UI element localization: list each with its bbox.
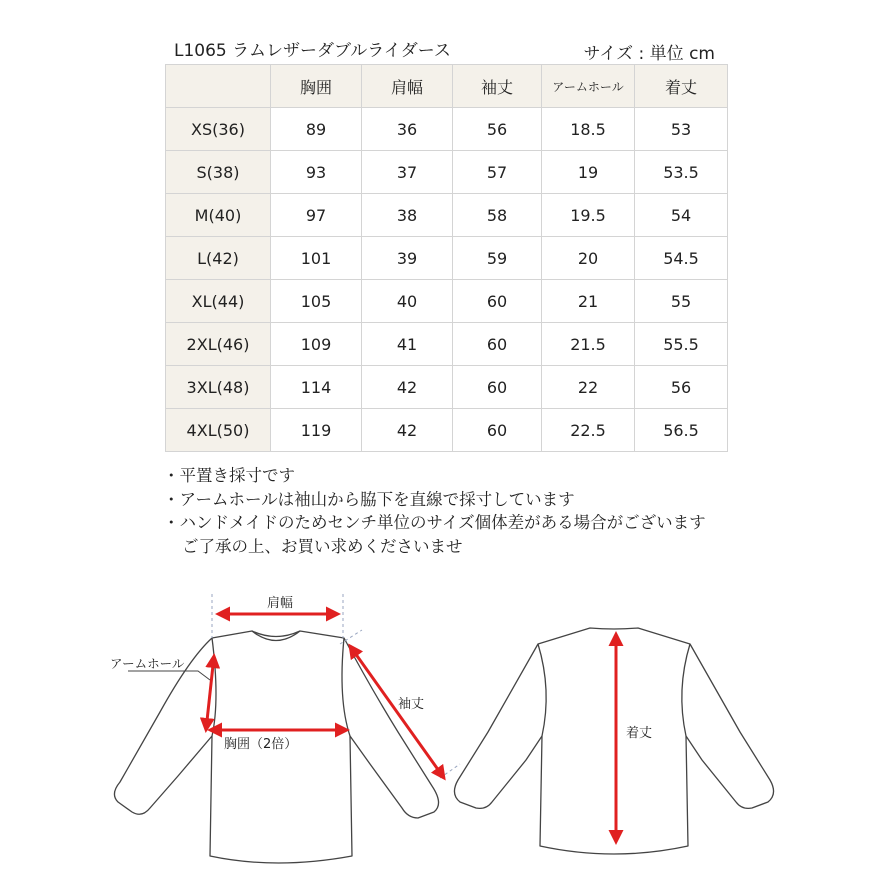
value-cell: 60	[453, 323, 542, 366]
value-cell: 40	[362, 280, 453, 323]
table-row	[166, 237, 728, 280]
value-cell: 60	[453, 409, 542, 452]
value-cell: 53.5	[635, 151, 728, 194]
page-title: L1065 ラムレザーダブルライダース	[174, 41, 451, 61]
value-cell: 54	[635, 194, 728, 237]
value-cell: 59	[453, 237, 542, 280]
value-cell: 56.5	[635, 409, 728, 452]
sleeve-arrow	[350, 646, 444, 778]
value-cell: 55	[635, 280, 728, 323]
value-cell: 19	[542, 151, 635, 194]
armhole-arrow	[206, 656, 214, 730]
value-cell: 105	[271, 280, 362, 323]
armhole-label: アームホール	[110, 656, 185, 671]
size-cell: XL(44)	[166, 280, 271, 323]
unit-label: サイズ : 単位 cm	[583, 44, 715, 64]
value-cell: 93	[271, 151, 362, 194]
table-row	[166, 409, 728, 452]
value-cell: 39	[362, 237, 453, 280]
shoulder-label: 肩幅	[266, 596, 294, 611]
note-line: ・平置き採寸です	[163, 466, 295, 485]
column-header: アームホール	[542, 65, 635, 108]
table-row	[166, 194, 728, 237]
size-cell: L(42)	[166, 237, 271, 280]
value-cell: 57	[453, 151, 542, 194]
value-cell: 60	[453, 366, 542, 409]
size-cell: S(38)	[166, 151, 271, 194]
notes	[163, 464, 706, 558]
length-label: 着丈	[626, 726, 653, 741]
column-header	[166, 65, 271, 108]
size-cell: XS(36)	[166, 108, 271, 151]
note-line: ご了承の上、お買い求めくださいませ	[182, 536, 463, 556]
value-cell: 37	[362, 151, 453, 194]
column-header: 肩幅	[362, 65, 453, 108]
chest-label: 胸囲（2倍）	[224, 737, 298, 752]
table-row	[166, 151, 728, 194]
value-cell: 56	[453, 108, 542, 151]
table-row	[166, 280, 728, 323]
value-cell: 42	[362, 409, 453, 452]
armhole-leader-line	[128, 671, 210, 680]
column-header: 胸囲	[271, 65, 362, 108]
value-cell: 21.5	[542, 323, 635, 366]
note-line: ・アームホールは袖山から脇下を直線で採寸しています	[163, 489, 575, 509]
measurement-arrows	[206, 614, 616, 842]
value-cell: 53	[635, 108, 728, 151]
value-cell: 109	[271, 323, 362, 366]
value-cell: 60	[453, 280, 542, 323]
value-cell: 114	[271, 366, 362, 409]
measurement-diagram	[0, 580, 880, 880]
value-cell: 41	[362, 323, 453, 366]
value-cell: 55.5	[635, 323, 728, 366]
value-cell: 89	[271, 108, 362, 151]
table-header-row	[166, 65, 728, 108]
size-cell: M(40)	[166, 194, 271, 237]
value-cell: 56	[635, 366, 728, 409]
value-cell: 38	[362, 194, 453, 237]
table-row	[166, 323, 728, 366]
sleeve-label: 袖丈	[398, 697, 425, 712]
table-row	[166, 108, 728, 151]
value-cell: 20	[542, 237, 635, 280]
size-cell: 3XL(48)	[166, 366, 271, 409]
value-cell: 97	[271, 194, 362, 237]
size-table	[165, 64, 728, 452]
value-cell: 22	[542, 366, 635, 409]
value-cell: 21	[542, 280, 635, 323]
back-garment-outline	[454, 628, 773, 854]
value-cell: 101	[271, 237, 362, 280]
value-cell: 54.5	[635, 237, 728, 280]
size-cell: 4XL(50)	[166, 409, 271, 452]
value-cell: 119	[271, 409, 362, 452]
value-cell: 22.5	[542, 409, 635, 452]
value-cell: 58	[453, 194, 542, 237]
value-cell: 36	[362, 108, 453, 151]
value-cell: 19.5	[542, 194, 635, 237]
value-cell: 18.5	[542, 108, 635, 151]
value-cell: 42	[362, 366, 453, 409]
note-line: ・ハンドメイドのためセンチ単位のサイズ個体差がある場合がございます	[163, 513, 706, 532]
column-header: 着丈	[635, 65, 728, 108]
size-cell: 2XL(46)	[166, 323, 271, 366]
table-row	[166, 366, 728, 409]
column-header: 袖丈	[453, 65, 542, 108]
